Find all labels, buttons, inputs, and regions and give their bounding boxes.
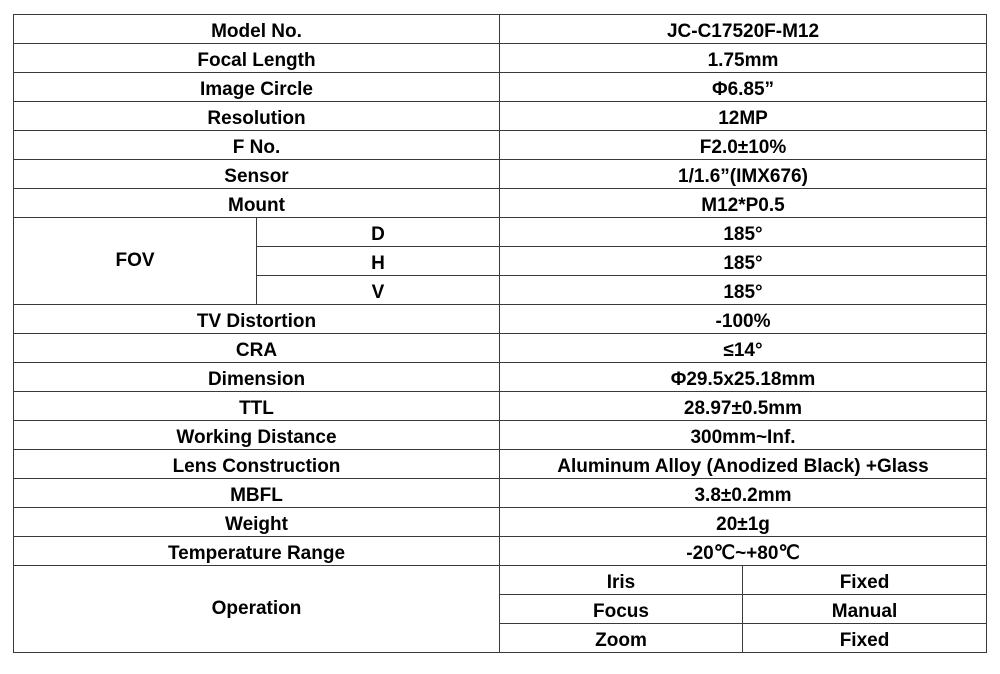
fov-value: 185°	[500, 276, 987, 305]
operation-value: Fixed	[743, 624, 987, 653]
spec-value: 1.75mm	[500, 44, 987, 73]
fov-axis: V	[257, 276, 500, 305]
spec-table	[13, 14, 987, 653]
operation-item: Iris	[500, 566, 743, 595]
spec-value: 20±1g	[500, 508, 987, 537]
spec-row	[14, 15, 987, 44]
spec-label: CRA	[14, 334, 500, 363]
spec-row	[14, 450, 987, 479]
spec-label: Model No.	[14, 15, 500, 44]
spec-value: Φ29.5x25.18mm	[500, 363, 987, 392]
spec-row	[14, 421, 987, 450]
spec-value: ≤14°	[500, 334, 987, 363]
spec-label: MBFL	[14, 479, 500, 508]
spec-label: Focal Length	[14, 44, 500, 73]
spec-label: Dimension	[14, 363, 500, 392]
spec-value: -20℃~+80℃	[500, 537, 987, 566]
operation-item: Zoom	[500, 624, 743, 653]
spec-row	[14, 44, 987, 73]
spec-row	[14, 131, 987, 160]
spec-value: -100%	[500, 305, 987, 334]
spec-label: Image Circle	[14, 73, 500, 102]
spec-value: M12*P0.5	[500, 189, 987, 218]
operation-value: Manual	[743, 595, 987, 624]
spec-row	[14, 334, 987, 363]
fov-row	[14, 218, 987, 247]
spec-row	[14, 508, 987, 537]
fov-value: 185°	[500, 218, 987, 247]
fov-label: FOV	[14, 218, 257, 305]
spec-row	[14, 392, 987, 421]
spec-label: F No.	[14, 131, 500, 160]
spec-label: Resolution	[14, 102, 500, 131]
spec-label: TTL	[14, 392, 500, 421]
spec-label: Temperature Range	[14, 537, 500, 566]
operation-label: Operation	[14, 566, 500, 653]
spec-value: F2.0±10%	[500, 131, 987, 160]
fov-axis: D	[257, 218, 500, 247]
spec-value: 300mm~Inf.	[500, 421, 987, 450]
spec-label: Sensor	[14, 160, 500, 189]
spec-value: 3.8±0.2mm	[500, 479, 987, 508]
spec-row	[14, 160, 987, 189]
fov-axis: H	[257, 247, 500, 276]
spec-row	[14, 479, 987, 508]
spec-row	[14, 305, 987, 334]
spec-label: TV Distortion	[14, 305, 500, 334]
spec-row	[14, 102, 987, 131]
operation-item: Focus	[500, 595, 743, 624]
operation-value: Fixed	[743, 566, 987, 595]
spec-row	[14, 73, 987, 102]
spec-label: Lens Construction	[14, 450, 500, 479]
spec-label: Weight	[14, 508, 500, 537]
spec-value: Aluminum Alloy (Anodized Black) +Glass	[500, 450, 987, 479]
spec-row	[14, 363, 987, 392]
spec-value: 1/1.6”(IMX676)	[500, 160, 987, 189]
spec-value: 28.97±0.5mm	[500, 392, 987, 421]
spec-row	[14, 537, 987, 566]
spec-label: Mount	[14, 189, 500, 218]
spec-row	[14, 189, 987, 218]
operation-row	[14, 566, 987, 595]
fov-value: 185°	[500, 247, 987, 276]
spec-value: 12MP	[500, 102, 987, 131]
spec-label: Working Distance	[14, 421, 500, 450]
spec-value: Φ6.85”	[500, 73, 987, 102]
spec-value: JC-C17520F-M12	[500, 15, 987, 44]
